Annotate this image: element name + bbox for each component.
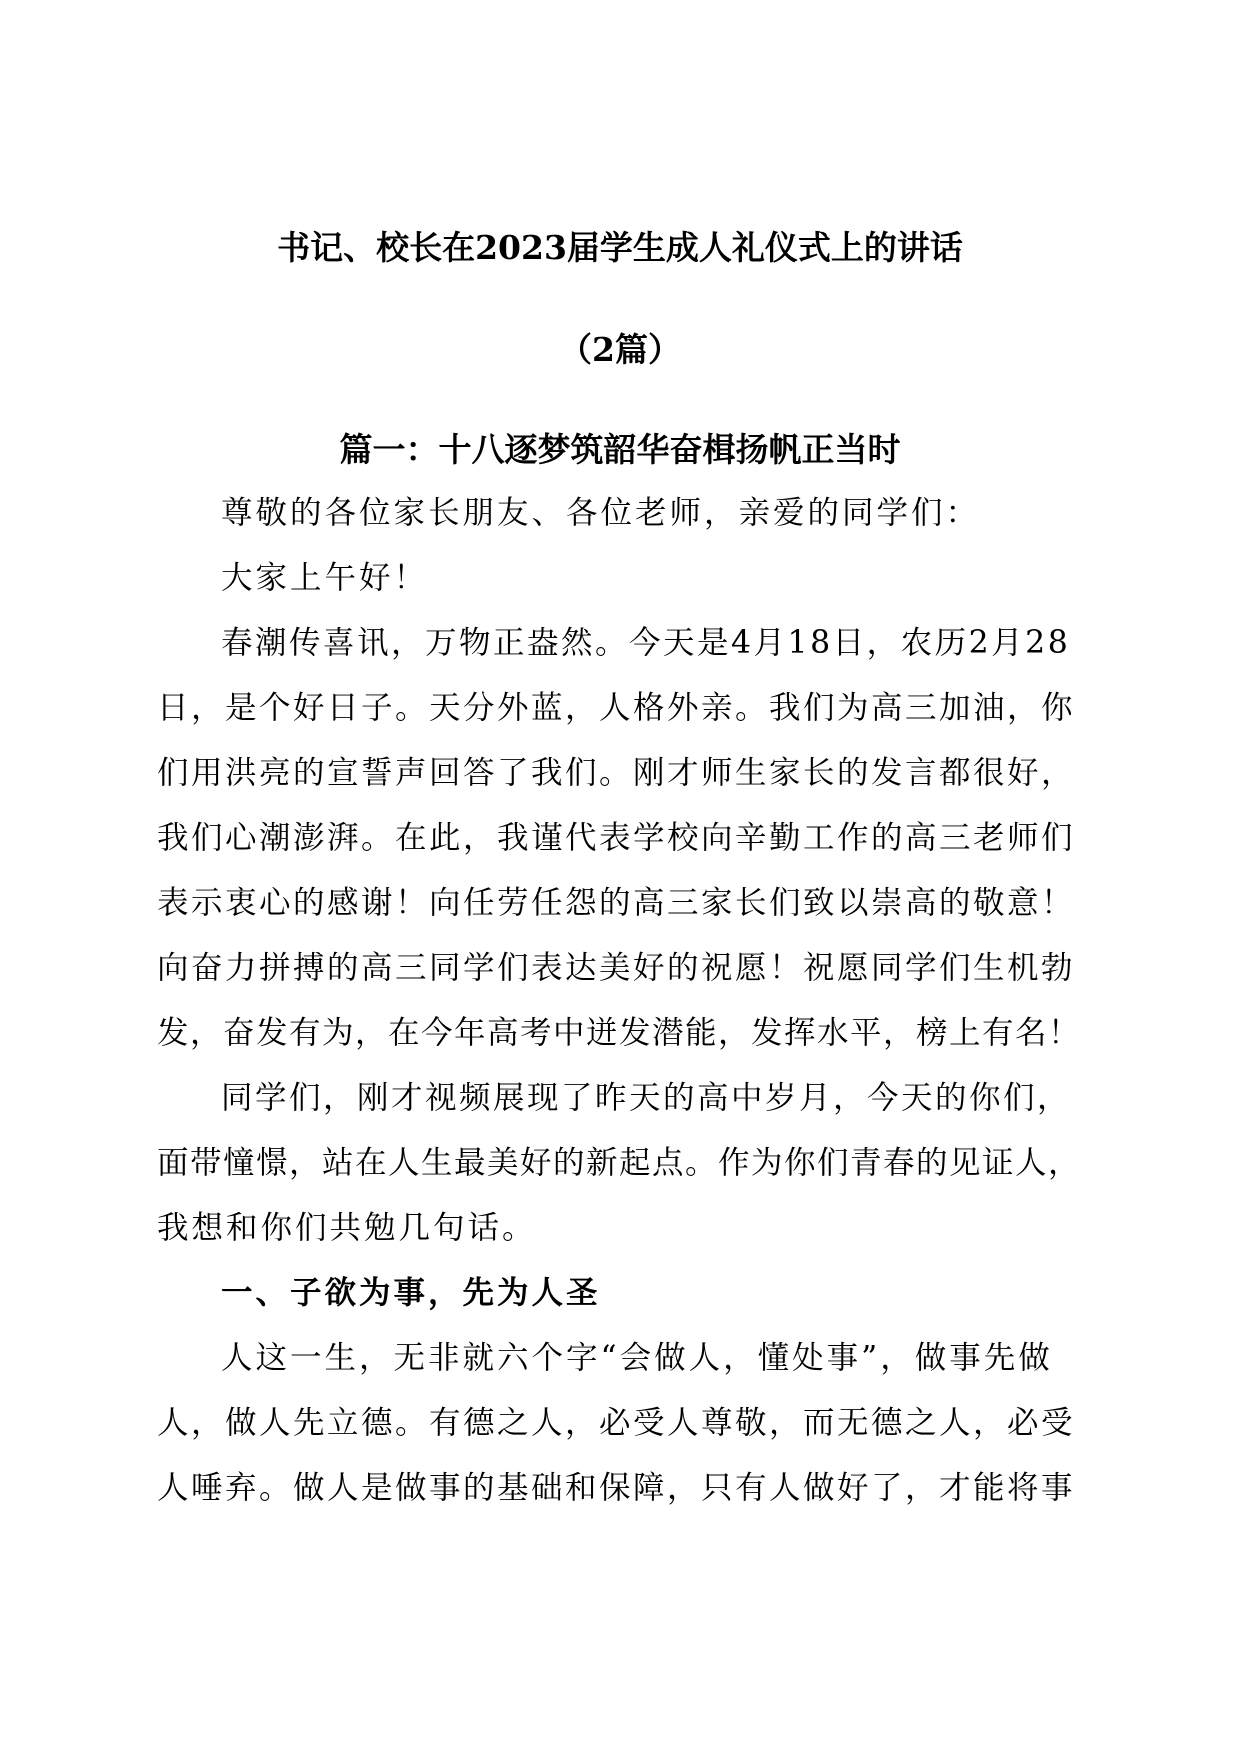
paragraph-line: 面带憧憬，站在人生最美好的新起点。作为你们青春的见证人， [157, 1145, 1082, 1181]
paragraph-line: 我想和你们共勉几句话。 [157, 1210, 537, 1246]
paragraph-line: 向奋力拼搏的高三同学们表达美好的祝愿！祝愿同学们生机勃 [157, 950, 1076, 986]
paragraph-line: 们用洪亮的宣誓声回答了我们。刚才师生家长的发言都很好， [157, 755, 1076, 791]
paragraph-line: 发，奋发有为，在今年高考中迸发潜能，发挥水平，榜上有名！ [157, 1015, 1082, 1051]
paragraph-line: 人唾弃。做人是做事的基础和保障，只有人做好了，才能将事 [157, 1470, 1076, 1506]
paragraph-line: 春潮传喜讯，万物正盎然。今天是4月18日，农历2月28 [221, 625, 1071, 661]
section-title: 篇一：十八逐梦筑韶华奋楫扬帆正当时 [339, 430, 901, 469]
paragraph-line: 我们心潮澎湃。在此，我谨代表学校向辛勤工作的高三老师们 [157, 820, 1076, 856]
paragraph-line: 同学们，刚才视频展现了昨天的高中岁月，今天的你们， [221, 1080, 1072, 1116]
paragraph-line: 人这一生，无非就六个字“会做人，懂处事”，做事先做 [221, 1340, 1053, 1376]
paragraph-line: 人，做人先立德。有德之人，必受人尊敬，而无德之人，必受 [157, 1405, 1076, 1441]
paragraph-line: 日，是个好日子。天分外蓝，人格外亲。我们为高三加油，你 [157, 690, 1076, 726]
paragraph-line: 表示衷心的感谢！向任劳任怨的高三家长们致以崇高的敬意！ [157, 885, 1076, 921]
salutation: 尊敬的各位家长朋友、各位老师，亲爱的同学们： [221, 495, 981, 531]
document-title: 书记、校长在2023届学生成人礼仪式上的讲话 [277, 228, 963, 267]
section-heading: 一、子欲为事，先为人圣 [221, 1274, 601, 1311]
greeting: 大家上午好！ [221, 560, 429, 596]
document-subtitle: （2篇） [559, 330, 681, 369]
